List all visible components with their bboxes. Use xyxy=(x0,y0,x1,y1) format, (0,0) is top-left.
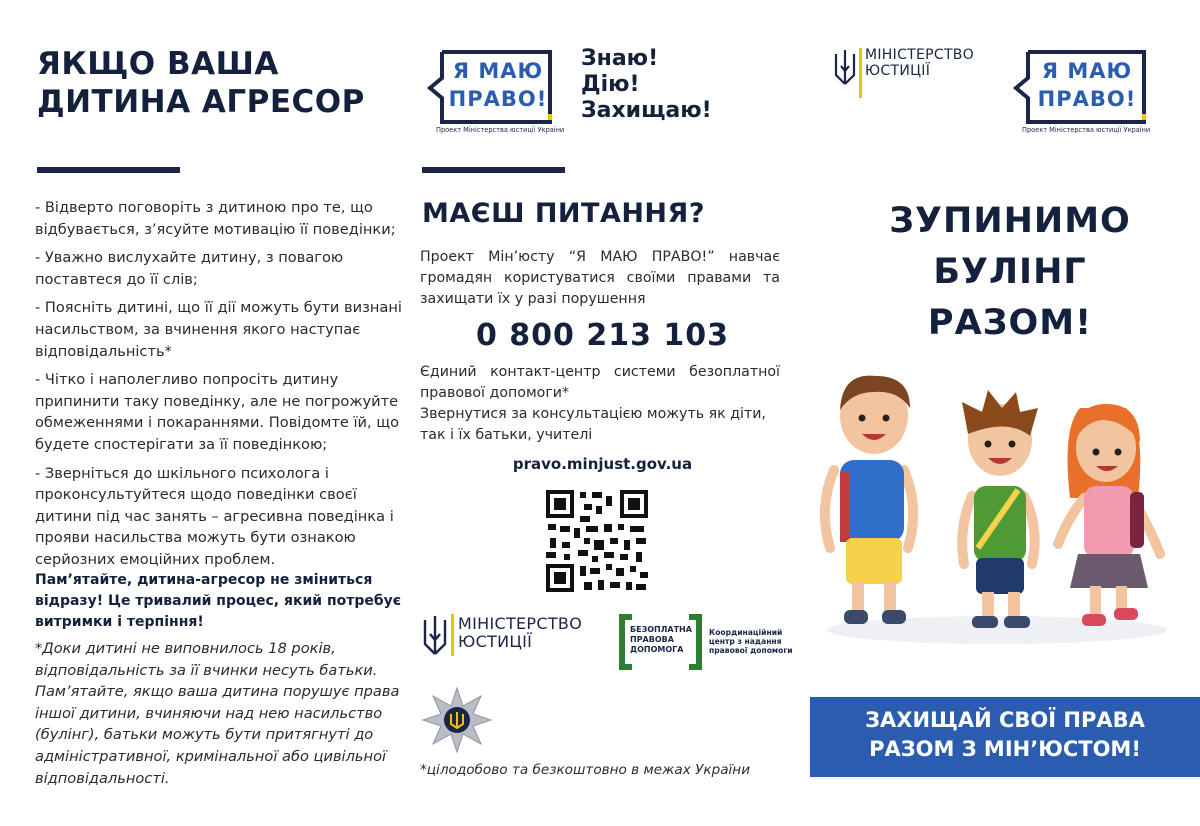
banner-line-1: ЗАХИЩАЙ СВОЇ ПРАВА xyxy=(865,708,1145,732)
ministry-justice-logo xyxy=(421,612,606,662)
coord-line: правової допомоги xyxy=(709,646,793,655)
hotline-phone: 0 800 213 103 xyxy=(475,318,730,353)
tip-item: - Чітко і наполегливо попросіть дитину припинити таку поведінку, але не погрожуйте обмеженнями і покараннями. Повідомте їй, що будете спостерігати за її поведінкою; xyxy=(35,371,399,453)
banner-line-2: РАЗОМ З МІН’ЮСТОМ! xyxy=(869,737,1141,761)
slogan-banner xyxy=(810,697,1200,777)
logo-line-1: Я МАЮ xyxy=(452,59,544,83)
girl-pink-shirt xyxy=(1058,404,1160,626)
children-illustration xyxy=(812,368,1182,648)
headline-line: ЗУПИНИМО xyxy=(889,201,1131,241)
ministry-line-1: МІНІСТЕРСТВО xyxy=(458,614,583,633)
consult-text: Звернутися за консультацією можуть як діти, так і їх батьки, учителі xyxy=(420,406,766,443)
trident-icon xyxy=(833,48,857,88)
slogan-line: Дію! xyxy=(581,72,640,97)
slogan xyxy=(581,46,712,124)
ya-mayu-pravo-logo-right xyxy=(1008,48,1158,140)
free-aid-line: ДОПОМОГА xyxy=(630,645,684,654)
ministry-line-1: МІНІСТЕРСТВО xyxy=(865,47,975,63)
left-divider xyxy=(37,167,180,173)
free-aid-line: БЕЗОПЛАТНА xyxy=(630,625,692,634)
left-panel-title xyxy=(37,45,397,121)
tip-item: - Поясніть дитині, що її дії можуть бути визнані насильством, за вчинення якого наступає відповідальність* xyxy=(35,299,402,360)
yellow-bar xyxy=(451,614,454,656)
middle-divider xyxy=(422,167,565,173)
coord-line: центр з надання xyxy=(709,637,782,646)
free-aid-text xyxy=(630,625,692,655)
stop-bullying-headline xyxy=(860,196,1160,349)
tip-item: - Відверто поговоріть з дитиною про те, що відбувається, з’ясуйте мотивацію її поведінки; xyxy=(35,199,396,238)
logo-line-1: Я МАЮ xyxy=(1041,59,1133,83)
availability-footnote: *цілодобово та безкоштовно в межах України xyxy=(420,762,751,778)
tip-item: - Уважно вислухайте дитину, з повагою поставтеся до її слів; xyxy=(35,249,344,288)
headline-line: РАЗОМ! xyxy=(927,303,1093,343)
police-star-icon xyxy=(421,686,493,754)
coord-line: Координаційний xyxy=(709,628,783,637)
trident-icon xyxy=(421,614,449,658)
logo-line-2: ПРАВО! xyxy=(448,87,548,111)
qr-code[interactable] xyxy=(544,488,650,594)
title-line-1: ЯКЩО ВАША xyxy=(37,46,279,82)
free-aid-line: ПРАВОВА xyxy=(630,635,674,644)
slogan-line: Знаю! xyxy=(581,46,659,71)
ministry-line-2: ЮСТИЦІЇ xyxy=(458,632,533,651)
ministry-justice-logo-top xyxy=(833,46,993,96)
contact-center-text: Єдиний контакт-центр системи безоплатної правової допомоги* xyxy=(420,364,780,401)
website-link[interactable]: pravo.minjust.gov.ua xyxy=(512,455,693,473)
tips-list xyxy=(35,197,403,578)
headline-line: БУЛІНГ xyxy=(933,252,1087,292)
logo-subtitle: Проект Міністерства юстиції України xyxy=(436,126,565,134)
logo-subtitle: Проект Міністерства юстиції України xyxy=(1022,126,1151,134)
age-footnote: *Доки дитині не виповнилось 18 років, відповідальність за її вчинки несуть батьки. Пам’ятайте, якщо ваша дитина порушує права іншої дитини, вчиняючи над нею насильство (булінг), батьки можуть бути притягнуті до адміністративної, кримінальної або цивільної відповідальності. xyxy=(35,640,400,787)
question-title: МАЄШ ПИТАННЯ? xyxy=(422,198,705,229)
free-legal-aid-logo xyxy=(618,614,703,670)
slogan-line: Захищаю! xyxy=(581,98,712,123)
project-intro: Проект Мін’юсту “Я МАЮ ПРАВО!” навчає громадян користуватися своїми правами та захищати їх у разі порушення xyxy=(420,249,780,307)
boy-blue-shirt xyxy=(825,376,913,624)
tip-item: - Зверніться до шкільного психолога і проконсультуйтеся щодо поведінки своєї дитини під час занять – агресивна поведінка і прояви насильства можуть бути ознакою серйозних емоційних проблем. xyxy=(35,464,394,568)
logo-line-2: ПРАВО! xyxy=(1037,87,1137,111)
bold-reminder: Пам’ятайте, дитина-агресор не зміниться відразу! Це тривалий процес, який потребує витримки і терпіння! xyxy=(35,572,402,630)
ministry-line-2: ЮСТИЦІЇ xyxy=(865,63,931,79)
boy-green-shirt xyxy=(962,390,1038,628)
ya-mayu-pravo-logo xyxy=(422,48,572,140)
coordination-center xyxy=(709,628,793,655)
yellow-bar xyxy=(859,48,862,98)
title-line-2: ДИТИНА АГРЕСОР xyxy=(37,84,365,120)
